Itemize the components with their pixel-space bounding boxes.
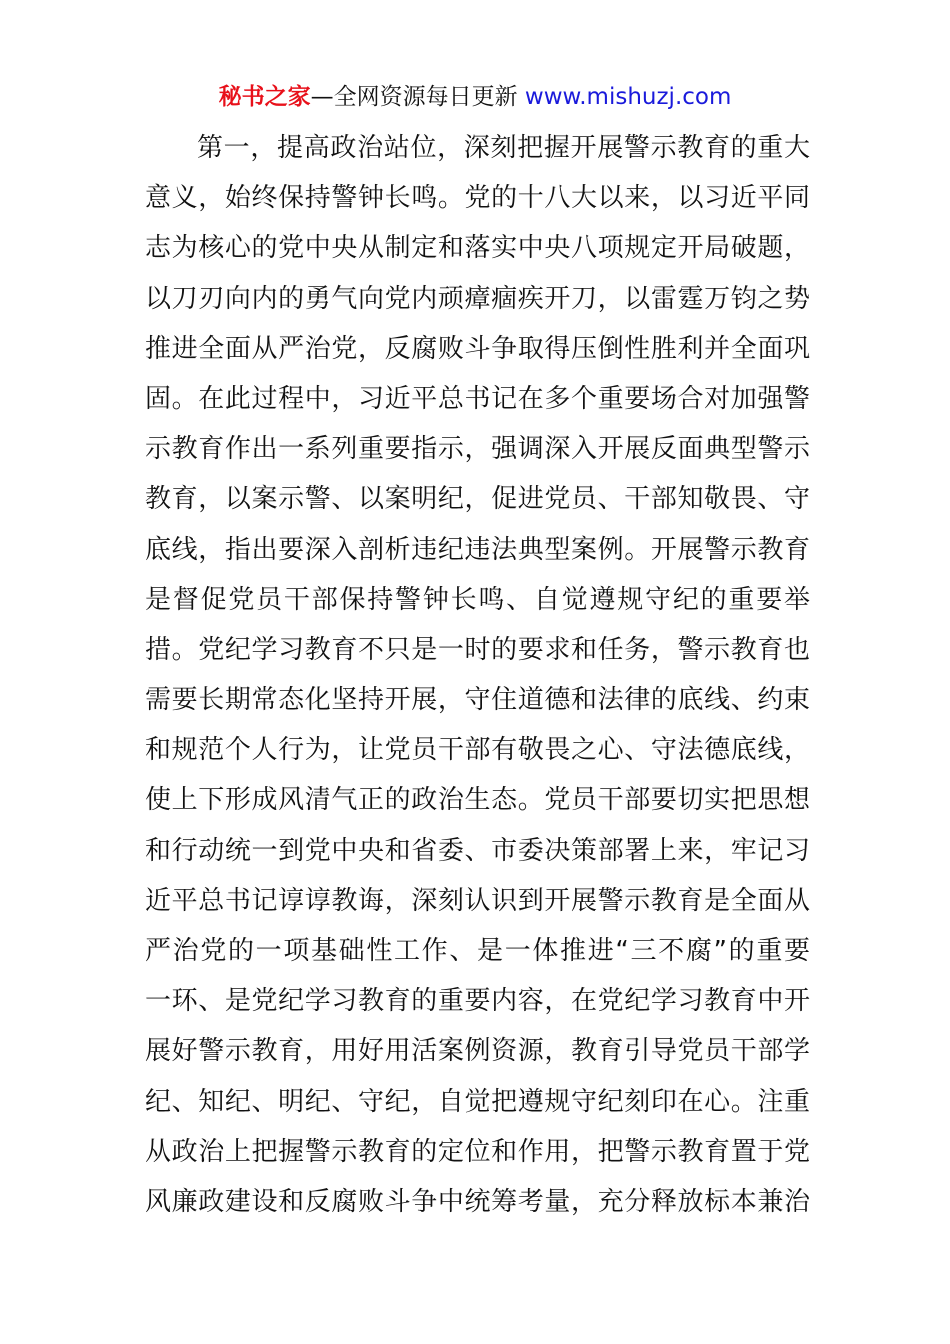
text-line: 意义，始终保持警钟长鸣。党的十八大以来，以习近平同 [145,183,810,214]
header-brand: 秘书之家 [218,84,311,110]
text-line: 底线，指出要深入剖析违纪违法典型案例。开展警示教育 [145,534,810,565]
text-line: 使上下形成风清气正的政治生态。党员干部要切实把思想 [145,785,810,816]
text-line: 从政治上把握警示教育的定位和作用，把警示教育置于党 [145,1136,810,1167]
text-line: 一环、是党纪学习教育的重要内容，在党纪学习教育中开 [145,986,810,1017]
header-url-link[interactable]: www.mishuzj.com [524,84,732,110]
text-line: 近平总书记谆谆教诲，深刻认识到开展警示教育是全面从 [145,885,810,916]
text-line: 需要长期常态化坚持开展，守住道德和法律的底线、约束 [145,685,810,716]
text-line: 示教育作出一系列重要指示，强调深入开展反面典型警示 [145,434,810,465]
text-line: 是督促党员干部保持警钟长鸣、自觉遵规守纪的重要举 [145,584,810,615]
text-line: 纪、知纪、明纪、守纪，自觉把遵规守纪刻印在心。注重 [145,1086,810,1117]
page-header [0,80,950,114]
text-line: 严治党的一项基础性工作、是一体推进“三不腐”的重要 [145,936,810,966]
text-line: 展好警示教育，用好用活案例资源，教育引导党员干部学 [145,1036,810,1067]
text-line: 固。在此过程中，习近平总书记在多个重要场合对加强警 [145,383,810,414]
text-line: 推进全面从严治党，反腐败斗争取得压倒性胜利并全面巩 [145,333,810,364]
text-line: 教育，以案示警、以案明纪，促进党员、干部知敬畏、守 [145,484,810,515]
text-line: 和规范个人行为，让党员干部有敬畏之心、守法德底线， [145,735,810,766]
text-line: 和行动统一到党中央和省委、市委决策部署上来，牢记习 [145,835,810,866]
text-line: 措。党纪学习教育不只是一时的要求和任务，警示教育也 [145,634,810,665]
text-line: 第一，提高政治站位，深刻把握开展警示教育的重大 [197,133,810,163]
document-body [145,123,810,1227]
text-line: 志为核心的党中央从制定和落实中央八项规定开局破题， [145,233,810,264]
text-line: 风廉政建设和反腐败斗争中统筹考量，充分释放标本兼治 [145,1186,810,1217]
text-line: 以刀刃向内的勇气向党内顽瘴痼疾开刀，以雷霆万钧之势 [145,283,810,314]
header-tagline: —全网资源每日更新 [310,84,518,110]
